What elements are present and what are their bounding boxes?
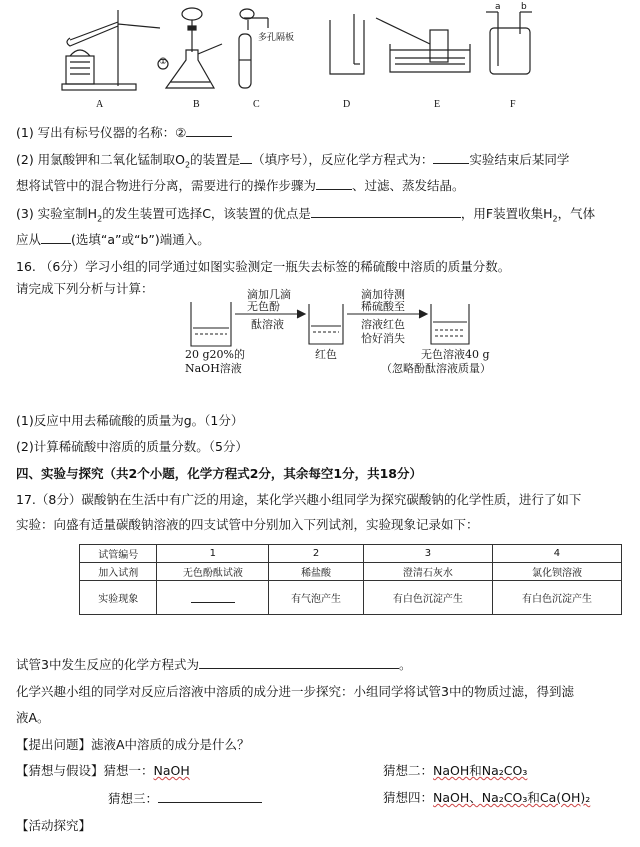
beaker3-label-1: 无色溶液40 g <box>421 348 490 361</box>
q17-further1: 化学兴趣小组的同学对反应后溶液中溶质的成分进一步探究：小组同学将试管3中的物质过滤，得到滤 <box>16 684 574 699</box>
q16-q2: (2)计算稀硫酸中溶质的质量分数。（5分） <box>16 439 248 454</box>
beaker2-label: 红色 <box>315 348 337 361</box>
table-row <box>80 563 622 581</box>
board-label: 多孔隔板 <box>258 33 295 43</box>
q17-line2: 实验：向盛有适量碳酸钠溶液的四支试管中分别加入下列试剂，实验现象记录如下： <box>16 517 479 532</box>
q15-part3: (3) 实验室制$H_2$的发生装置可选择C，该装置的优点是 ，用F装置收集$H_2$，气体 <box>16 206 596 224</box>
arrow1-bottom: 酞溶液 <box>251 318 284 331</box>
table-header-row <box>80 545 622 563</box>
label-A: A <box>96 99 104 110</box>
beaker1-label-1: 20 g20%的 <box>185 348 245 361</box>
q16-flow-diagram <box>185 288 515 388</box>
q17-question: 【提出问题】滤液A中溶质的成分是什么？ <box>16 737 250 752</box>
q17-further2: 液A。 <box>16 710 50 725</box>
experiment-table <box>79 544 622 615</box>
beaker1-label-2: NaOH溶液 <box>185 362 242 375</box>
arrow1-top-2: 无色酚 <box>247 300 280 313</box>
marker-1: ① <box>159 57 168 67</box>
q17-hypothesis2: 猜想二：NaOH和Na₂CO₃ <box>383 763 528 778</box>
table-cell: 有白色沉淀产生 <box>363 581 492 615</box>
q16-intro: 请完成下列分析与计算： <box>16 281 154 296</box>
q15-part2: (2) 用氯酸钾和二氧化锰制取$O_2$的装置是 （填序号），反应化学方程式为： 实验结束后某同学 <box>16 152 570 170</box>
arrow2-top-1: 滴加待测 <box>361 288 405 301</box>
label-B: B <box>193 99 200 110</box>
table-cell: 实验现象 <box>80 581 157 615</box>
beaker3-label-2: （忽略酚酞溶液质量） <box>381 362 491 375</box>
arrow1-top-1: 滴加几滴 <box>247 288 291 301</box>
table-cell: 无色酚酞试液 <box>157 563 269 581</box>
q15-part3-cont: 应从 (选填“a”或“b”)端通入。 <box>16 232 210 247</box>
header-cell: 4 <box>492 545 621 563</box>
arrow2-bottom-2: 恰好消失 <box>361 332 405 345</box>
table-row <box>80 581 622 615</box>
marker-a: a <box>495 2 501 12</box>
header-cell: 试管编号 <box>80 545 157 563</box>
table-cell: 稀盐酸 <box>269 563 364 581</box>
label-C: C <box>253 99 260 110</box>
header-cell: 2 <box>269 545 364 563</box>
table-cell: 澄清石灰水 <box>363 563 492 581</box>
q17-activity: 【活动探究】 <box>16 818 92 833</box>
q16-title: 16. （6分）学习小组的同学通过如图实验测定一瓶失去标签的稀硫酸中溶质的质量分数。 <box>16 259 511 274</box>
table-cell: 加入试剂 <box>80 563 157 581</box>
arrow2-bottom-1: 溶液红色 <box>361 318 405 331</box>
table-cell: 有白色沉淀产生 <box>492 581 621 615</box>
q17-hypothesis-row1: 【猜想与假设】猜想一：NaOH <box>16 763 190 778</box>
section4-heading: 四、实验与探究（共2个小题，化学方程式2分，其余每空1分，共18分） <box>16 466 422 481</box>
table-cell-blank <box>157 581 269 615</box>
q17-line1: 17.（8分）碳酸钠在生活中有广泛的用途，某化学兴趣小组同学为探究碳酸钠的化学性质，进行了如下 <box>16 492 582 507</box>
q15-part1: (1) 写出有标号仪器的名称：② <box>16 124 232 141</box>
table-cell: 有气泡产生 <box>269 581 364 615</box>
label-E: E <box>434 99 441 110</box>
label-D: D <box>343 99 351 110</box>
q17-hypothesis4: 猜想四：NaOH、Na₂CO₃和Ca(OH)₂ <box>383 790 591 805</box>
arrow2-top-2: 稀硫酸至 <box>361 300 405 313</box>
q17-hypothesis3: 猜想三： <box>108 790 262 807</box>
q15-part2-cont: 想将试管中的混合物进行分离，需要进行的操作步骤为 、过滤、蒸发结晶。 <box>16 178 465 193</box>
q17-equation: 试管3中发生反应的化学方程式为 。 <box>16 657 412 672</box>
table-cell: 氯化钡溶液 <box>492 563 621 581</box>
marker-b: b <box>521 2 527 12</box>
header-cell: 1 <box>157 545 269 563</box>
q16-q1: (1)反应中用去稀硫酸的质量为g。（1分） <box>16 413 244 428</box>
label-F: F <box>510 99 516 110</box>
header-cell: 3 <box>363 545 492 563</box>
